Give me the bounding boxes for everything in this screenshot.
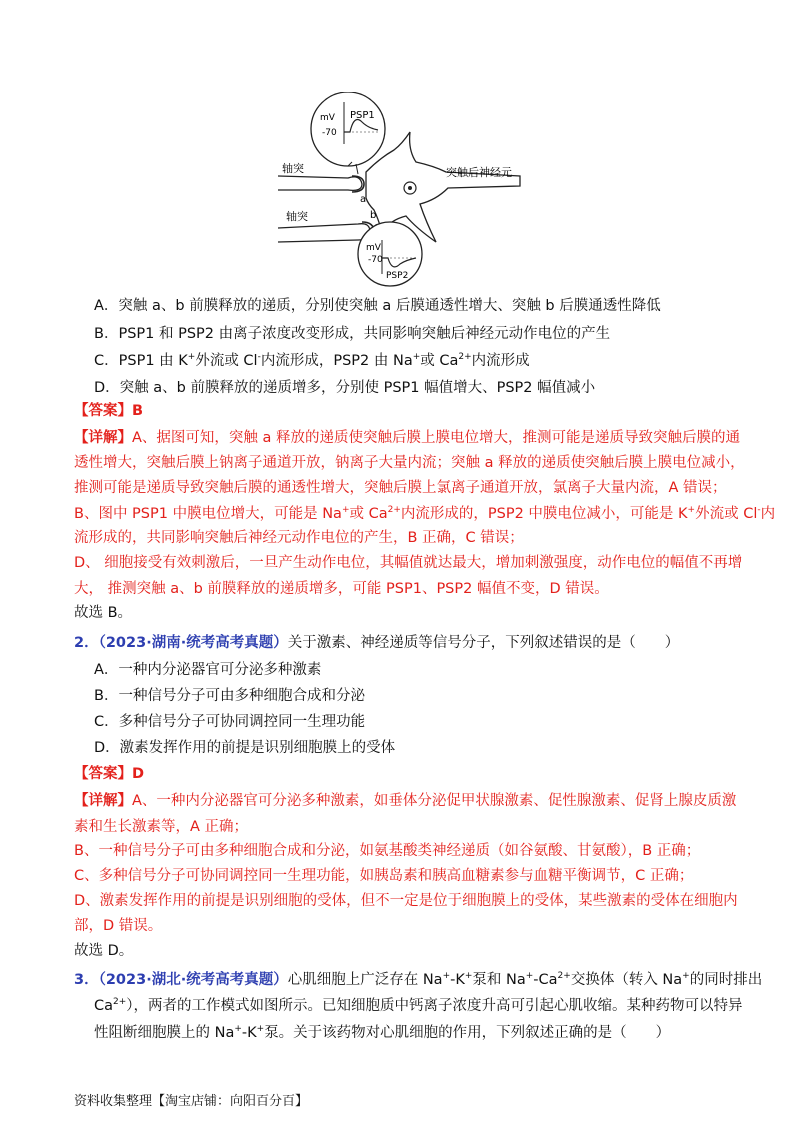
q2-conclusion: 故选 D。 [74,943,134,959]
q3-stem-line2: $Ca^{2+}$），两者的工作模式如图所示。已知细胞质中钙离子浓度升高可引起心肌收缩。某种药物可以特异 [94,997,743,1014]
q2-stem: 2．（2023·湖南·统考高考真题）关于激素、神经递质等信号分子，下列叙述错误的是（ ） [74,635,680,651]
q2-explain-line3: B、一种信号分子可由多种细胞合成和分泌，如氨基酸类神经递质（如谷氨酸、甘氨酸），B 正确； [74,843,701,859]
q1-answer: 【答案】B [74,403,144,419]
q2-explain-line5: D、激素发挥作用的前提是识别细胞的受体，但不一定是位于细胞膜上的受体，某些激素的受体在细胞内 [74,893,738,909]
synapse-b-label: b [370,210,377,221]
page-footer: 资料收集整理【淘宝店铺：向阳百分百】 [74,1094,309,1109]
q1-option-c: C．PSP1 由 K+外流或 Cl-内流形成，PSP2 由 Na+或 $Ca^{2+}$内流形成 [94,352,530,369]
q2-option-c: C．多种信号分子可协同调控同一生理功能 [94,714,366,730]
q2-explain-line6: 部，D 错误。 [74,918,163,934]
psp1-label: PSP1 [350,110,375,121]
psp2-value: -70 [368,255,383,265]
q1-option-a: A．突触 a、b 前膜释放的递质，分别使突触 a 后膜通透性增大、突触 b 后膜通透性降低 [94,298,661,314]
q2-option-b: B．一种信号分子可由多种细胞合成和分泌 [94,688,365,704]
q1-explain-line6: D、 细胞接受有效刺激后，一旦产生动作电位，其幅值就达最大，增加刺激强度，动作电位的幅值不再增 [74,555,743,571]
q3-stem-line3: 性阻断细胞膜上的 Na+-K+泵。关于该药物对心肌细胞的作用，下列叙述正确的是（ ） [94,1024,671,1041]
psp2-label: PSP2 [386,271,409,281]
q2-explain-line2: 素和生长激素等，A 正确； [74,819,249,835]
synapse-diagram [270,92,530,288]
q1-explain-line4: B、图中 PSP1 中膜电位增大，可能是 Na+或 $Ca^{2+}$内流形成的，PSP2 中膜电位减小，可能是 K+外流或 Cl-内 [74,505,776,522]
q1-explain-line5: 流形成的，共同影响突触后神经元动作电位的产生，B 正确，C 错误； [74,530,524,546]
q1-conclusion: 故选 B。 [74,605,133,621]
q1-option-b: B．PSP1 和 PSP2 由离子浓度改变形成，共同影响突触后神经元动作电位的产生 [94,326,611,342]
q3-stem-line1: 3．（2023·湖北·统考高考真题）心肌细胞上广泛存在 Na+-K+泵和 $Na^+-Ca^{2+}$交换体（转入 Na+的同时排出 [74,971,763,988]
axon-a-label: 轴突 [282,162,304,175]
synapse-a-label: a [360,194,367,205]
axon-b-label: 轴突 [286,210,308,223]
q1-explain-line3: 推测可能是递质导致突触后膜的通透性增大，突触后膜上氯离子通道开放，氯离子大量内流，A 错误； [74,480,727,496]
q1-option-d: D．突触 a、b 前膜释放的递质增多，分别使 PSP1 幅值增大、PSP2 幅值减小 [94,380,596,396]
q2-explain-line1: 【详解】A、一种内分泌器官可分泌多种激素，如垂体分泌促甲状腺激素、促性腺激素、促肾上腺皮质激 [74,793,737,809]
q1-explain-line7: 大， 推测突触 a、b 前膜释放的递质增多，可能 PSP1、PSP2 幅值不变，D 错误。 [74,581,609,597]
q1-explain-line1: 【详解】A、据图可知，突触 a 释放的递质使突触后膜上膜电位增大，推测可能是递质导致突触后膜的通 [74,430,741,446]
q2-explain-line4: C、多种信号分子可协同调控同一生理功能，如胰岛素和胰高血糖素参与血糖平衡调节，C 正确； [74,868,694,884]
q2-option-a: A．一种内分泌器官可分泌多种激素 [94,662,322,678]
psp2-unit: mV [366,243,381,253]
q2-answer: 【答案】D [74,766,145,782]
q1-explain-line2: 透性增大，突触后膜上钠离子通道开放，钠离子大量内流；突触 a 释放的递质使突触后膜上膜电位减小， [74,455,745,471]
psp1-value: -70 [322,128,337,138]
q2-option-d: D．激素发挥作用的前提是识别细胞膜上的受体 [94,740,396,756]
neuron-synapse-figure [270,92,530,288]
psp1-unit: mV [320,113,335,123]
post-neuron-label: 突触后神经元 [446,166,512,179]
